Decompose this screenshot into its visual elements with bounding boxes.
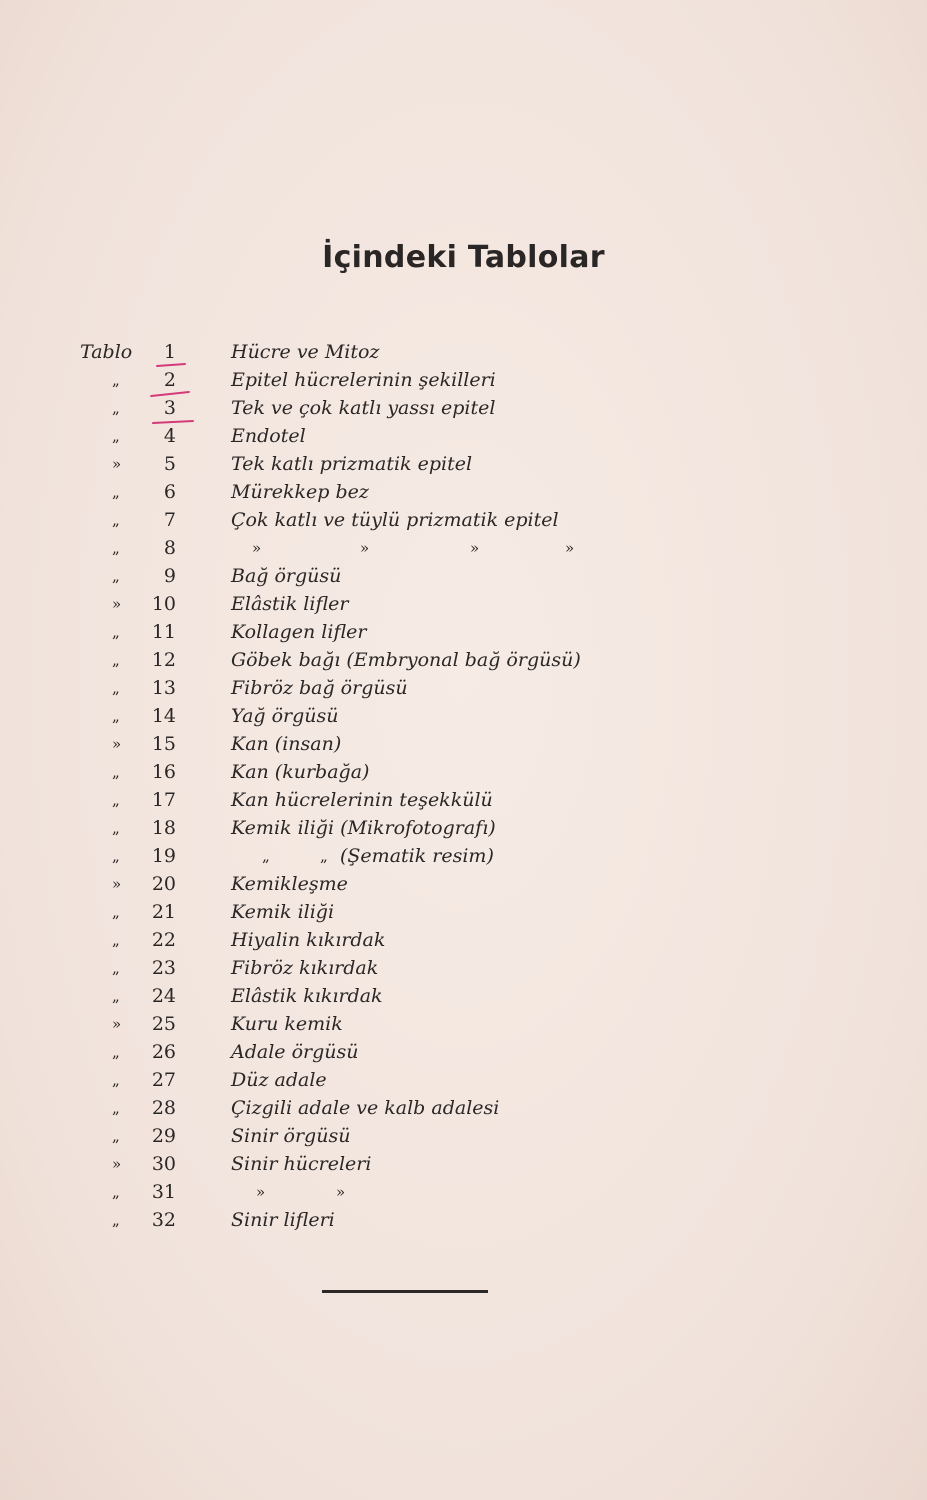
table-entry: Sinir hücreleri [231,1153,372,1175]
table-entry: Sinir lifleri [231,1209,335,1231]
table-row [0,1010,927,1038]
ditto-mark: „ [112,567,120,585]
ditto-mark: » [360,539,370,557]
ditto-mark: „ [112,1211,120,1229]
ditto-mark: „ [320,847,328,865]
table-number: 9 [163,565,176,587]
table-number: 6 [163,481,176,503]
table-number: 2 [163,369,176,391]
table-entry: Epitel hücrelerinin şekilleri [231,369,496,391]
table-row [0,758,927,786]
ditto-mark: » [112,1155,122,1173]
table-number: 22 [151,929,176,951]
tablo-label: Tablo [80,341,133,363]
table-entry: Endotel [231,425,306,447]
ditto-mark: „ [112,399,120,417]
table-entry: Kemikleşme [231,873,348,895]
table-row [0,646,927,674]
table-number: 19 [151,845,176,867]
ditto-mark: » [112,455,122,473]
table-entry: Elâstik kıkırdak [231,985,383,1007]
table-number: 12 [151,649,176,671]
table-row [0,954,927,982]
table-entry: Mürekkep bez [231,481,369,503]
table-number: 26 [151,1041,176,1063]
ditto-mark: „ [112,679,120,697]
table-number: 27 [151,1069,176,1091]
ditto-mark: „ [112,1071,120,1089]
ditto-mark: » [565,539,575,557]
table-row [0,842,927,870]
table-row [0,1066,927,1094]
table-row [0,1150,927,1178]
table-row [0,1038,927,1066]
table-number: 8 [163,537,176,559]
table-number: 7 [163,509,176,531]
table-number: 5 [163,453,176,475]
table-number: 11 [151,621,176,643]
table-row [0,730,927,758]
table-row [0,478,927,506]
table-row [0,506,927,534]
table-row [0,366,927,394]
ditto-mark: » [112,1015,122,1033]
ditto-mark: „ [112,931,120,949]
table-entry: Bağ örgüsü [231,565,342,587]
page-title: İçindeki Tablolar [322,240,605,275]
ditto-mark: „ [112,987,120,1005]
ditto-mark: » [256,1183,266,1201]
ditto-mark: „ [112,623,120,641]
table-row [0,562,927,590]
table-number: 16 [151,761,176,783]
table-number: 13 [151,677,176,699]
ditto-mark: „ [112,707,120,725]
ditto-mark: » [252,539,262,557]
table-entry: Fibröz kıkırdak [231,957,379,979]
table-row [0,814,927,842]
table-number: 31 [151,1181,176,1203]
table-entry: Elâstik lifler [231,593,349,615]
table-number: 20 [151,873,176,895]
table-row [0,1122,927,1150]
ditto-mark: „ [112,651,120,669]
ditto-mark: „ [112,1043,120,1061]
table-entry: Sinir örgüsü [231,1125,351,1147]
table-row [0,674,927,702]
table-number: 21 [151,901,176,923]
table-entry: (Şematik resim) [340,845,494,867]
table-entry: Kemik iliği [231,901,335,923]
table-row [0,590,927,618]
ditto-mark: „ [112,539,120,557]
ditto-mark: „ [112,763,120,781]
table-row [0,450,927,478]
ditto-mark: „ [112,427,120,445]
table-entry: Kan hücrelerinin teşekkülü [231,789,493,811]
table-entry: Çizgili adale ve kalb adalesi [231,1097,500,1119]
table-row [0,702,927,730]
ditto-mark: » [112,875,122,893]
table-number: 24 [151,985,176,1007]
ditto-mark: „ [112,819,120,837]
table-number: 25 [151,1013,176,1035]
table-row [0,982,927,1010]
table-number: 4 [163,425,176,447]
table-number: 28 [151,1097,176,1119]
table-number: 3 [163,397,176,419]
table-row [0,534,927,562]
table-row [0,394,927,422]
table-row [0,422,927,450]
table-row [0,338,927,366]
table-number: 14 [151,705,176,727]
table-row [0,1094,927,1122]
table-entry: Kemik iliği (Mikrofotografı) [231,817,496,839]
ditto-mark: „ [262,847,270,865]
ditto-mark: „ [112,791,120,809]
ditto-mark: „ [112,1099,120,1117]
ditto-mark: „ [112,511,120,529]
table-entry: Kuru kemik [231,1013,343,1035]
table-number: 15 [151,733,176,755]
ditto-mark: „ [112,847,120,865]
table-entry: Fibröz bağ örgüsü [231,677,408,699]
ditto-mark: „ [112,483,120,501]
closing-rule [322,1290,488,1293]
table-entry: Yağ örgüsü [231,705,339,727]
table-entry: Göbek bağı (Embryonal bağ örgüsü) [231,649,581,671]
table-entry: Tek ve çok katlı yassı epitel [231,397,496,419]
table-entry: Kan (insan) [231,733,342,755]
table-entry: Tek katlı prizmatik epitel [231,453,473,475]
table-row [0,1178,927,1206]
table-number: 10 [151,593,176,615]
table-number: 32 [151,1209,176,1231]
table-entry: Hiyalin kıkırdak [231,929,386,951]
table-entry: Adale örgüsü [231,1041,359,1063]
table-number: 29 [151,1125,176,1147]
table-entry: Kan (kurbağa) [231,761,370,783]
table-row [0,1206,927,1234]
table-number: 18 [151,817,176,839]
ditto-mark: „ [112,1127,120,1145]
table-number: 23 [151,957,176,979]
table-row [0,618,927,646]
table-list [0,338,927,1234]
table-entry: Hücre ve Mitoz [231,341,380,363]
ditto-mark: „ [112,371,120,389]
ditto-mark: » [112,595,122,613]
table-entry: Çok katlı ve tüylü prizmatik epitel [231,509,559,531]
table-number: 17 [151,789,176,811]
ditto-mark: „ [112,1183,120,1201]
table-number: 30 [151,1153,176,1175]
ditto-mark: „ [112,959,120,977]
table-row [0,898,927,926]
table-number: 1 [163,341,176,363]
ditto-mark: » [112,735,122,753]
ditto-mark: » [470,539,480,557]
table-entry: Düz adale [231,1069,327,1091]
ditto-mark: » [336,1183,346,1201]
table-entry: Kollagen lifler [231,621,367,643]
table-row [0,786,927,814]
table-row [0,870,927,898]
table-row [0,926,927,954]
ditto-mark: „ [112,903,120,921]
